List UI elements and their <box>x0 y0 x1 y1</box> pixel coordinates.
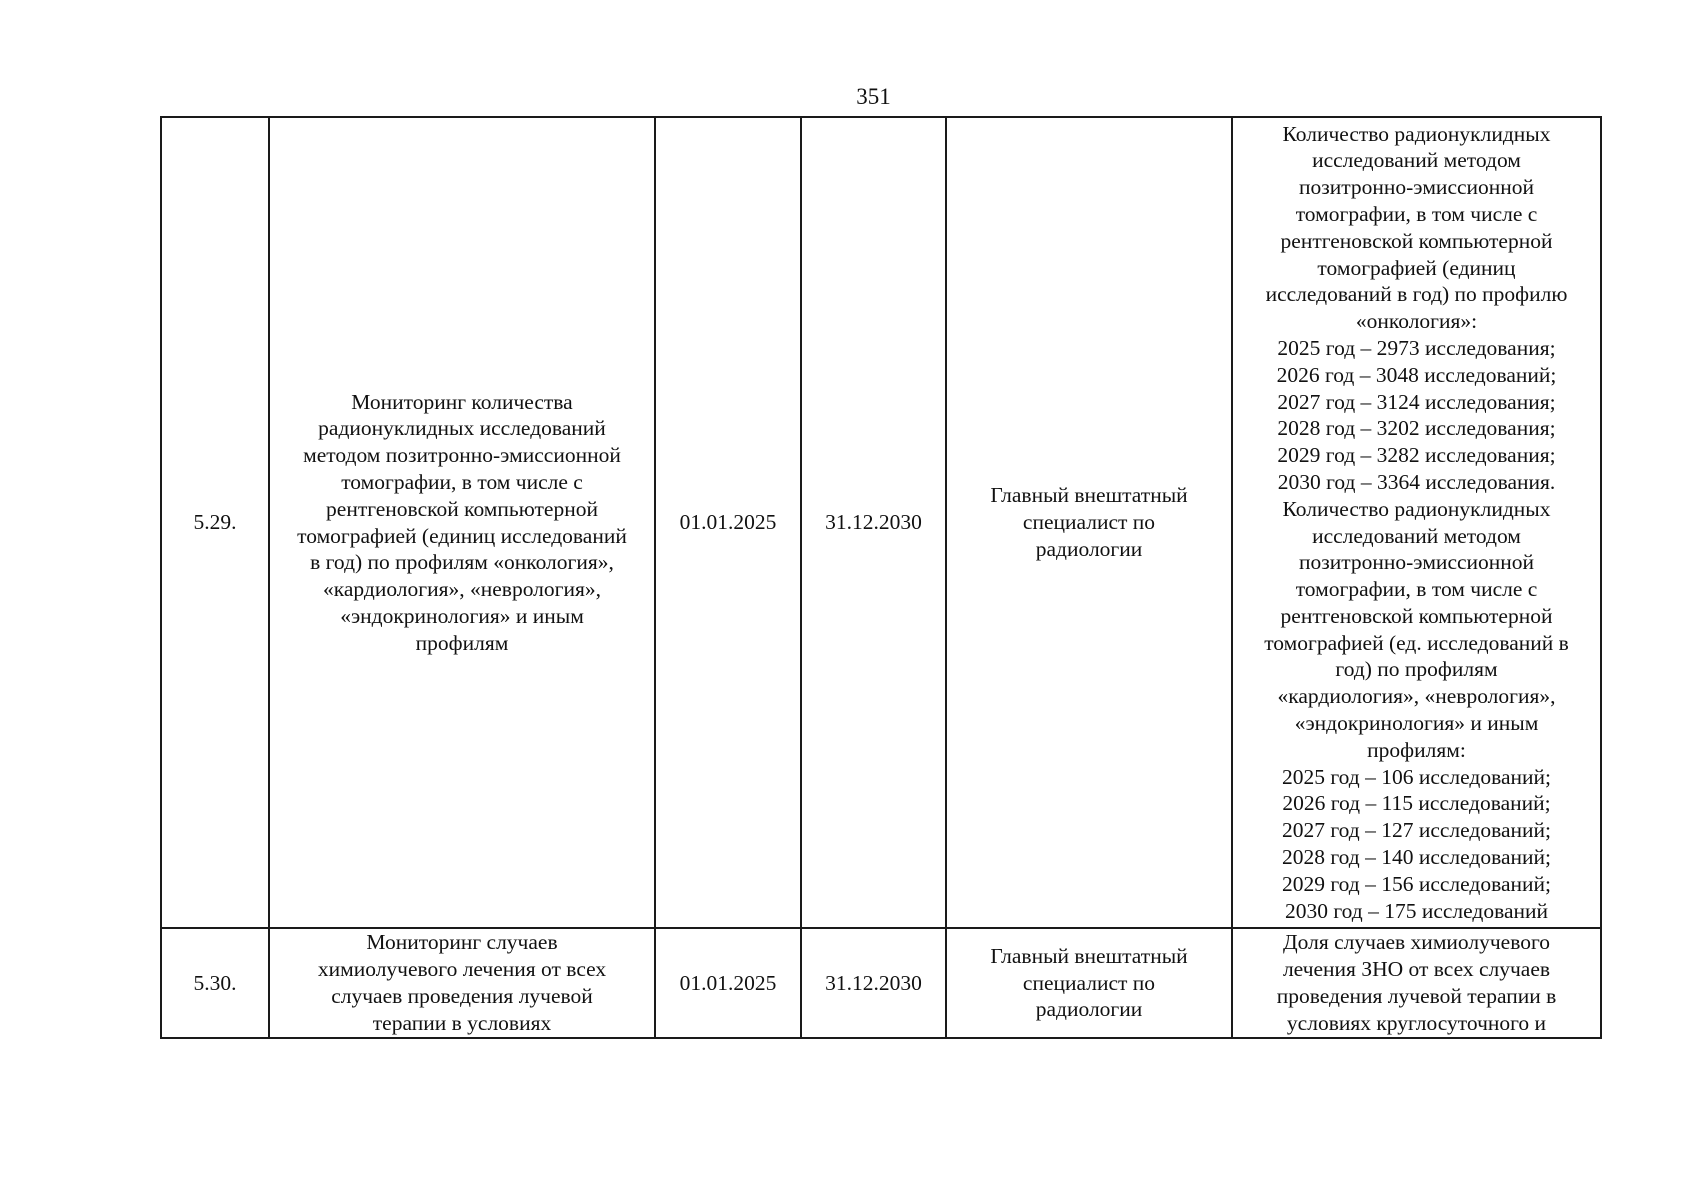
responsible-text: Главный внештатный специалист по радиологии <box>990 943 1188 1022</box>
end-date-cell <box>801 117 946 928</box>
row-number-cell <box>161 928 269 1038</box>
table-row <box>161 117 1601 928</box>
row-number-cell <box>161 117 269 928</box>
start-date: 01.01.2025 <box>679 510 777 535</box>
row-number: 5.29. <box>193 510 237 535</box>
end-date: 31.12.2030 <box>825 510 922 535</box>
indicator-cell <box>1232 928 1601 1038</box>
indicator-cell <box>1232 117 1601 928</box>
activity-text: Мониторинг количества радионуклидных исследований методом позитронно-эмиссионной томографии, в том числе с рентгеновской компьютерной томографией (единиц исследований в год) по профилям «онкология», «кардиология», «неврология», «эндокринология» и иным профилям <box>297 389 627 655</box>
responsible-cell <box>946 928 1232 1038</box>
measures-table <box>160 116 1602 1039</box>
start-date-cell <box>655 928 801 1038</box>
activity-text: Мониторинг случаев химиолучевого лечения от всех случаев проведения лучевой терапии в условиях <box>317 930 607 1035</box>
activity-cell <box>269 928 655 1038</box>
activity-cell <box>269 117 655 928</box>
start-date-cell <box>655 117 801 928</box>
page-number: 351 <box>856 84 891 109</box>
table-row <box>161 928 1601 1038</box>
end-date: 31.12.2030 <box>825 970 922 995</box>
end-date-cell <box>801 928 946 1038</box>
start-date: 01.01.2025 <box>679 970 777 995</box>
responsible-text: Главный внештатный специалист по радиологии <box>990 483 1188 561</box>
indicator-text: Доля случаев химиолучевого лечения ЗНО от всех случаев проведения лучевой терапии в условиях круглосуточного и <box>1276 930 1557 1035</box>
indicator-text: Количество радионуклидных исследований методом позитронно-эмиссионной томографии, в том числе с рентгеновской компьютерной томографией (единиц исследований в год) по профилю «онкология»: 2025 год – 2973 исследования; 2026 год – 3048 исследований; 2027 год – 3124 исследования; 2028 год – 3202 исследования; 2029 год – 3282 исследования; 2030 год – 3364 исследования. Количество радионуклидных исследований методом позитронно-эмиссионной томографии, в том числе с рентгеновской компьютерной томографией (ед. исследований в год) по профилям «кардиология», «неврология», «эндокринология» и иным профилям: 2025 год – 106 исследований; 2026 год – 115 исследований; 2027 год – 127 исследований; 2028 год – 140 исследований; 2029 год – 156 исследований; 2030 год – 175 исследований <box>1264 121 1569 923</box>
row-number: 5.30. <box>193 970 237 995</box>
responsible-cell <box>946 117 1232 928</box>
